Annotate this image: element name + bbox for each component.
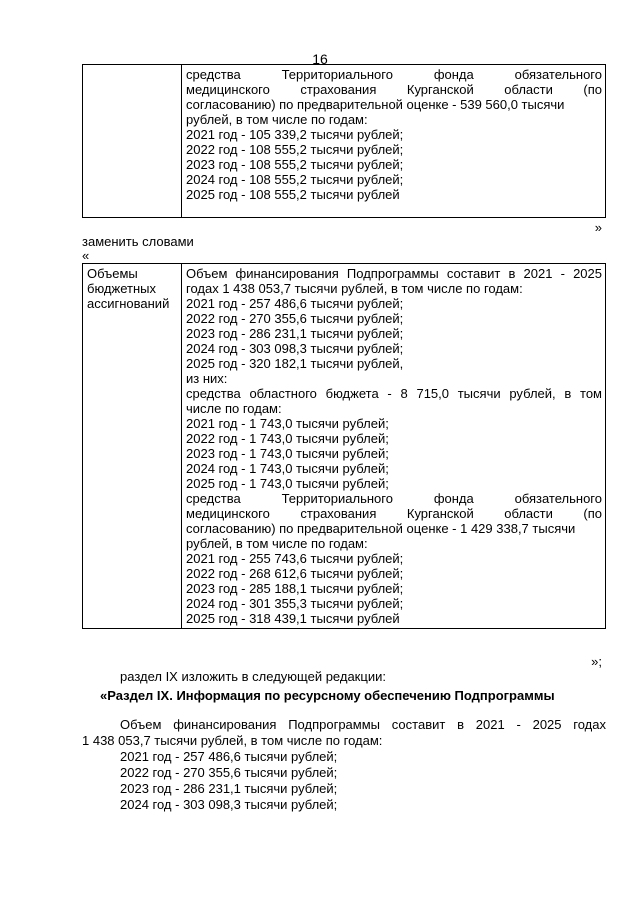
new-table-line: рублей, в том числе по годам: bbox=[186, 536, 368, 551]
new-table-line: 2021 год - 1 743,0 тысячи рублей; bbox=[186, 416, 389, 431]
old-table-line: 2025 год - 108 555,2 тысячи рублей bbox=[186, 187, 400, 202]
old-table-line: средства Территориального фонда обязательного bbox=[186, 67, 602, 82]
old-table-line: 2023 год - 108 555,2 тысячи рублей; bbox=[186, 157, 404, 172]
old-table-right-cell bbox=[182, 65, 606, 218]
new-table-line: средства Территориального фонда обязательного bbox=[186, 491, 602, 506]
new-table-right-cell bbox=[182, 264, 606, 629]
new-table-line: 2025 год - 320 182,1 тысячи рублей, bbox=[186, 356, 404, 371]
old-table-line: 2024 год - 108 555,2 тысячи рублей; bbox=[186, 172, 404, 187]
new-table-line: из них: bbox=[186, 371, 228, 386]
replace-words-text: заменить словами bbox=[82, 234, 194, 249]
new-table-line: Объем финансирования Подпрограммы составит в 2021 - 2025 bbox=[186, 266, 602, 281]
new-table-line: годах 1 438 053,7 тысячи рублей, в том числе по годам: bbox=[186, 281, 523, 296]
body-year-line: 2023 год - 286 231,1 тысячи рублей; bbox=[120, 781, 338, 796]
new-table-line: согласованию) по предварительной оценке - 1 429 338,7 тысячи bbox=[186, 521, 576, 536]
new-table-left-line: ассигнований bbox=[87, 296, 170, 311]
old-table-line: 2022 год - 108 555,2 тысячи рублей; bbox=[186, 142, 404, 157]
body-line-2: 1 438 053,7 тысячи рублей, в том числе по годам: bbox=[82, 733, 383, 748]
new-table-line: 2021 год - 257 486,6 тысячи рублей; bbox=[186, 296, 404, 311]
close-quote-2: »; bbox=[591, 654, 602, 669]
old-table-line: медицинского страхования Курганской области (по bbox=[186, 82, 602, 97]
new-table-line: 2024 год - 1 743,0 тысячи рублей; bbox=[186, 461, 389, 476]
new-table-line: 2022 год - 270 355,6 тысячи рублей; bbox=[186, 311, 404, 326]
open-quote: « bbox=[82, 248, 90, 263]
old-table-left-cell bbox=[83, 65, 182, 218]
new-table-left-line: бюджетных bbox=[87, 281, 156, 296]
new-table-line: 2022 год - 268 612,6 тысячи рублей; bbox=[186, 566, 404, 581]
new-table-line: 2023 год - 1 743,0 тысячи рублей; bbox=[186, 446, 389, 461]
old-table-line: согласованию) по предварительной оценке - 539 560,0 тысячи bbox=[186, 97, 565, 112]
body-year-line: 2024 год - 303 098,3 тысячи рублей; bbox=[120, 797, 338, 812]
section-instruction: раздел IX изложить в следующей редакции: bbox=[120, 669, 386, 684]
new-funding-table bbox=[82, 263, 606, 629]
page-number: 16 bbox=[312, 51, 328, 67]
new-table-line: 2022 год - 1 743,0 тысячи рублей; bbox=[186, 431, 389, 446]
section-heading: «Раздел IX. Информация по ресурсному обеспечению Подпрограммы bbox=[100, 688, 555, 703]
new-table-line: 2025 год - 1 743,0 тысячи рублей; bbox=[186, 476, 389, 491]
new-table-line: 2024 год - 303 098,3 тысячи рублей; bbox=[186, 341, 404, 356]
body-line-1: Объем финансирования Подпрограммы составит в 2021 - 2025 годах bbox=[120, 717, 606, 732]
close-quote-1: » bbox=[594, 220, 602, 235]
new-table-line: 2025 год - 318 439,1 тысячи рублей bbox=[186, 611, 400, 626]
body-year-line: 2021 год - 257 486,6 тысячи рублей; bbox=[120, 749, 338, 764]
new-table-line: числе по годам: bbox=[186, 401, 282, 416]
old-table-line: 2021 год - 105 339,2 тысячи рублей; bbox=[186, 127, 404, 142]
new-table-line: медицинского страхования Курганской области (по bbox=[186, 506, 602, 521]
new-table-left-cell bbox=[83, 264, 182, 629]
new-table-left-line: Объемы bbox=[87, 266, 138, 281]
new-table-line: 2024 год - 301 355,3 тысячи рублей; bbox=[186, 596, 404, 611]
new-table-line: 2023 год - 285 188,1 тысячи рублей; bbox=[186, 581, 404, 596]
old-funding-table bbox=[82, 64, 606, 218]
new-table-line: 2021 год - 255 743,6 тысячи рублей; bbox=[186, 551, 404, 566]
new-table-line: 2023 год - 286 231,1 тысячи рублей; bbox=[186, 326, 404, 341]
body-year-line: 2022 год - 270 355,6 тысячи рублей; bbox=[120, 765, 338, 780]
old-table-line: рублей, в том числе по годам: bbox=[186, 112, 368, 127]
new-table-line: средства областного бюджета - 8 715,0 тысячи рублей, в том bbox=[186, 386, 602, 401]
